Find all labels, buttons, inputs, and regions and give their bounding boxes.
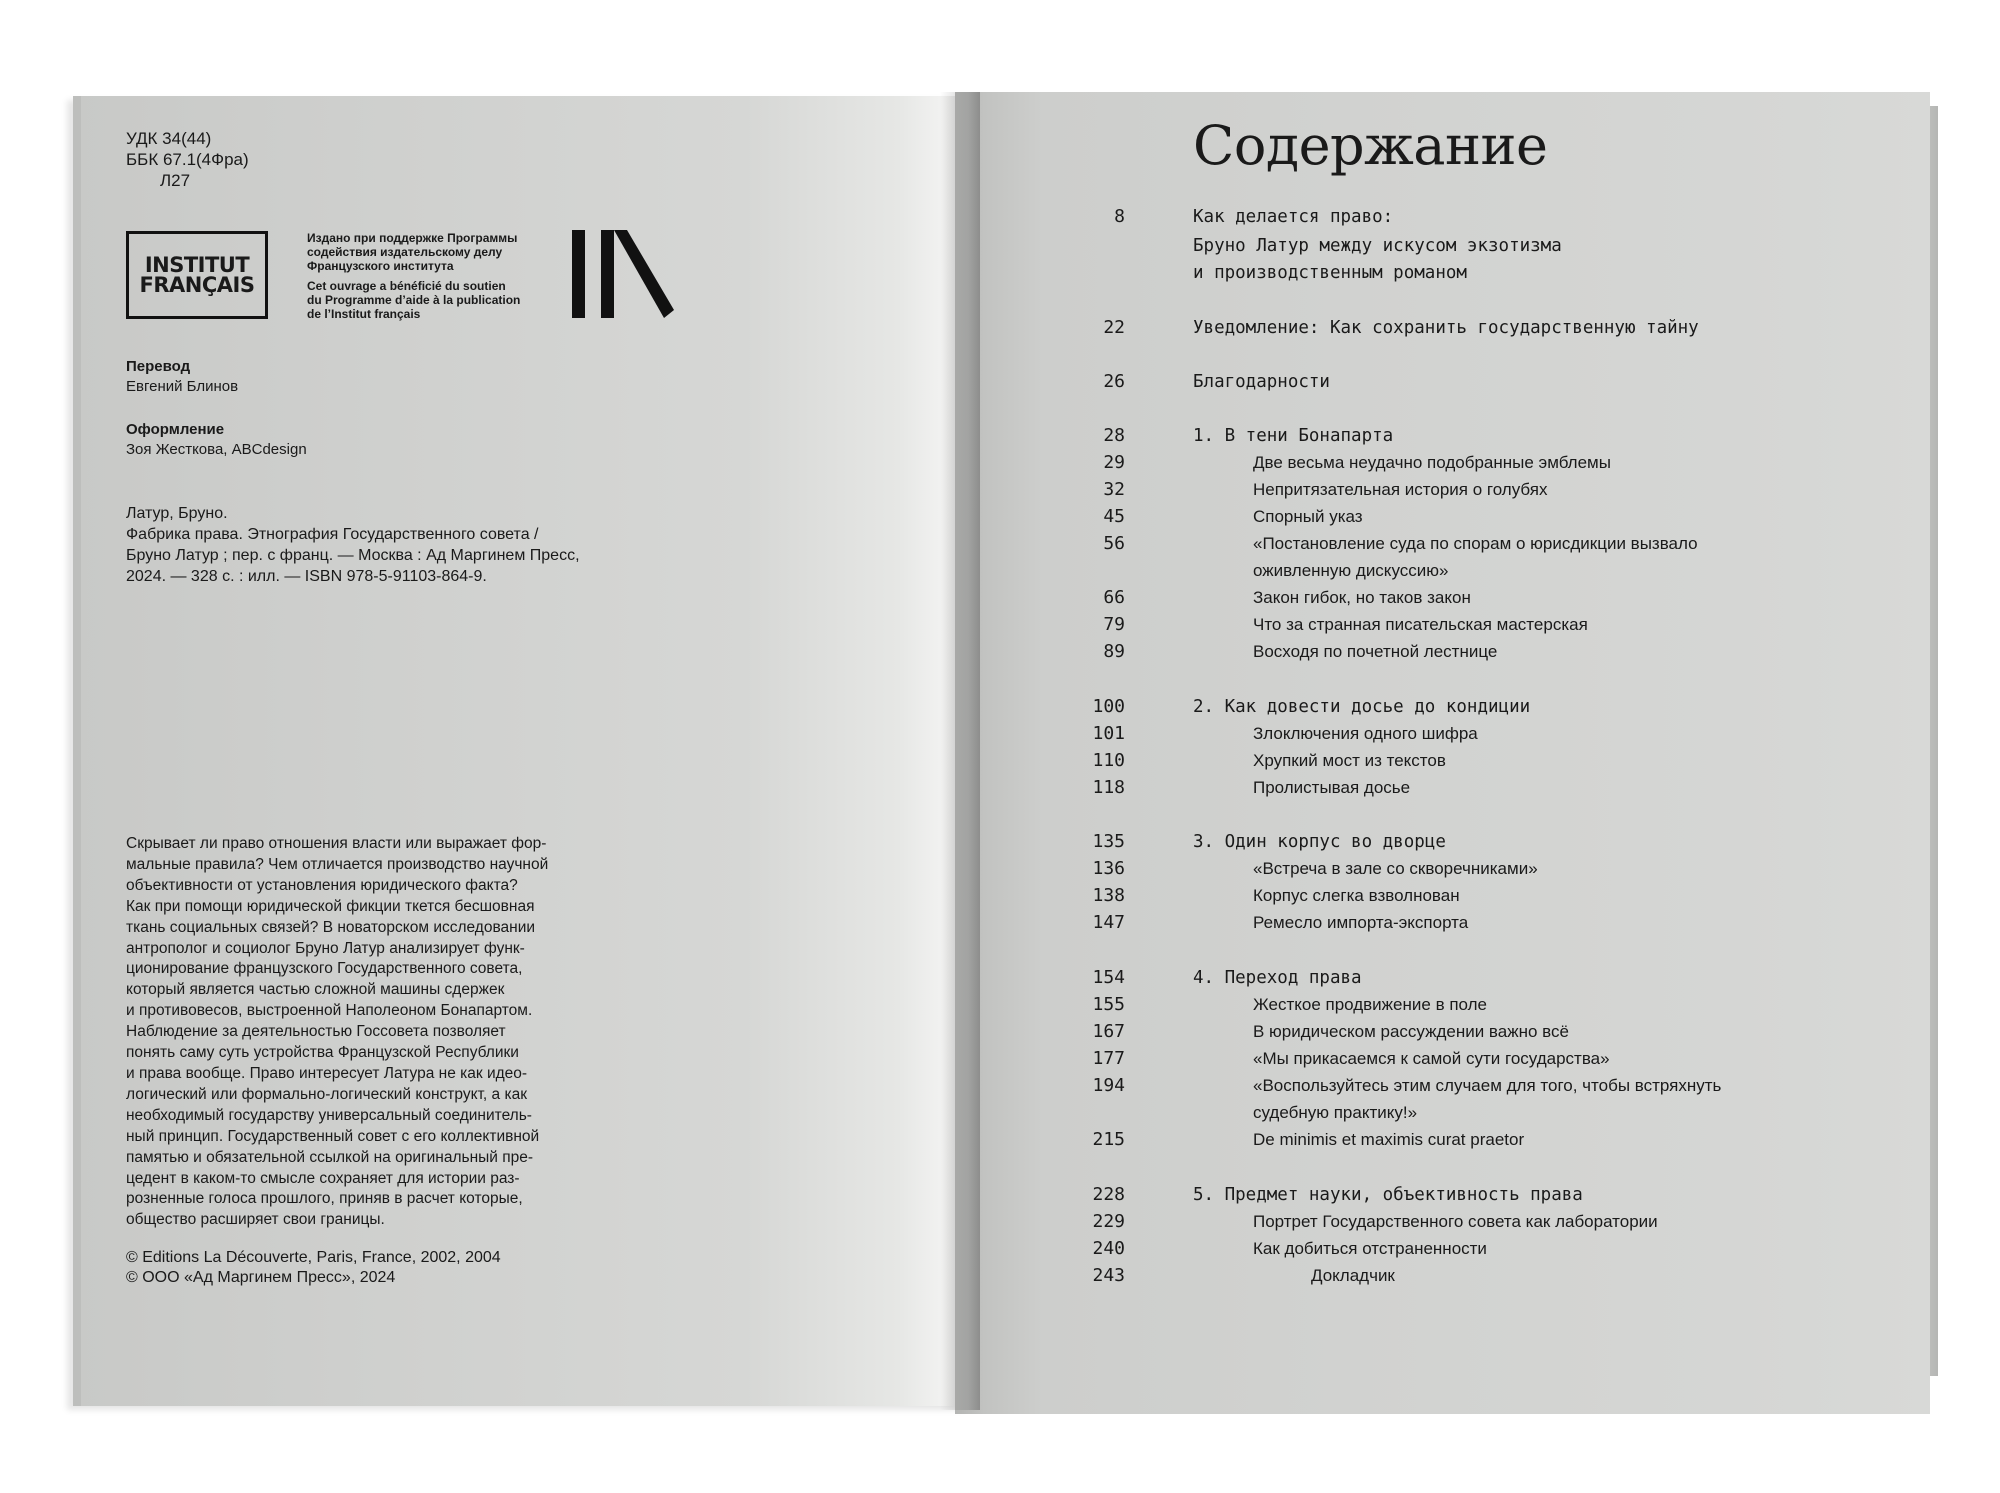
annotation-line: логический или формально-логический конструкт, а как	[126, 1085, 527, 1103]
annotation-line: антрополог и социолог Бруно Латур анализирует функ-	[126, 939, 525, 957]
catalog-line: Фабрика права. Этнография Государственного совета /	[126, 526, 539, 543]
toc-entry-title: Как добиться отстраненности	[1253, 1239, 1487, 1258]
toc-entry-title: «Воспользуйтесь этим случаем для того, чтобы встряхнуть	[1253, 1076, 1722, 1095]
toc-entry-title: В юридическом рассуждении важно всё	[1253, 1022, 1569, 1041]
support-fr-line: du Programme d’aide à la publication	[307, 293, 521, 307]
toc-page-number: 118	[1092, 777, 1125, 798]
annotation-line: Как при помощи юридической фикции ткется бесшовная	[126, 897, 535, 915]
toc-page-number: 177	[1092, 1048, 1125, 1069]
bbk-code: ББК 67.1(4Фра)	[126, 150, 249, 169]
toc-entry-title: Бруно Латур между искусом экзотизма	[1193, 236, 1562, 256]
toc-entry-title: Непритязательная история о голубях	[1253, 480, 1548, 499]
support-notice	[307, 231, 567, 321]
toc-entry-title: 1. В тени Бонапарта	[1193, 426, 1394, 446]
gutter-shadow	[940, 92, 980, 1410]
toc-page-number: 22	[1103, 317, 1125, 338]
toc-page-number: 215	[1092, 1129, 1125, 1150]
annotation-line: цедент в каком-то смысле сохраняет для истории раз-	[126, 1169, 520, 1187]
annotation-line: розненные голоса прошлого, приняв в расчет которые,	[126, 1190, 523, 1208]
toc-entry-title: судебную практику!»	[1253, 1103, 1418, 1122]
toc-entry-title: «Постановление суда по спорам о юрисдикции вызвало	[1253, 534, 1698, 553]
logo-line-1: INSTITUT	[144, 253, 250, 277]
catalog-line: Латур, Бруно.	[126, 505, 228, 522]
support-ru-line: Издано при поддержке Программы	[307, 231, 518, 245]
annotation-line: общество расширяет свои границы.	[126, 1211, 385, 1229]
toc-entry-title: и производственным романом	[1193, 263, 1467, 283]
toc-entry-title: Восходя по почетной лестнице	[1253, 642, 1498, 661]
annotation-line: мальные правила? Чем отличается производство научной	[126, 855, 549, 873]
logo-line-2: FRANÇAIS	[139, 273, 255, 297]
toc-page-number: 110	[1092, 750, 1125, 771]
toc-page-number: 243	[1092, 1265, 1125, 1286]
toc-page-number: 79	[1103, 614, 1125, 635]
annotation-line: ционирование французского Государственного совета,	[126, 960, 523, 978]
toc-page-number: 167	[1092, 1021, 1125, 1042]
toc-page-number: 240	[1092, 1238, 1125, 1259]
toc-page-number: 101	[1092, 723, 1125, 744]
toc-entry-title: 5. Предмет науки, объективность права	[1193, 1185, 1583, 1205]
catalog-line: 2024. — 328 с. : илл. — ISBN 978-5-91103-864-9.	[126, 568, 487, 585]
annotation-line: объективности от установления юридического факта?	[126, 876, 518, 894]
toc-page-number: 154	[1092, 967, 1125, 988]
toc-entry-title: «Мы прикасаемся к самой сути государства»	[1253, 1049, 1610, 1068]
toc-page-number: 8	[1114, 206, 1125, 227]
toc-page-number: 229	[1092, 1211, 1125, 1232]
toc-entry-title: Ремесло импорта-экспорта	[1253, 913, 1469, 932]
annotation-line: ный принцип. Государственный совет с его коллективной	[126, 1127, 540, 1145]
annotation-line: и противовесов, выстроенной Наполеоном Бонапартом.	[126, 1002, 533, 1020]
classification-codes	[126, 128, 249, 191]
design-credit	[126, 420, 307, 460]
toc-entry-title: Благодарности	[1193, 372, 1330, 392]
toc-entry-title: Докладчик	[1311, 1266, 1395, 1285]
toc-page-number: 228	[1092, 1184, 1125, 1205]
annotation-line: Скрывает ли право отношения власти или выражает фор-	[126, 835, 547, 852]
copyright-line: © Editions La Découverte, Paris, France, 2002, 2004	[126, 1249, 501, 1266]
support-fr-line: Cet ouvrage a bénéficié du soutien	[307, 279, 506, 293]
translator-name: Евгений Блинов	[126, 378, 239, 395]
copyright-line: © ООО «Ад Маргинем Пресс», 2024	[126, 1269, 396, 1286]
toc-entry-title: «Встреча в зале со скворечниками»	[1253, 859, 1538, 878]
book-annotation	[126, 834, 626, 1231]
toc-title: Содержание	[1193, 114, 1548, 177]
toc-page-number: 32	[1103, 479, 1125, 500]
toc-entry-title: Жесткое продвижение в поле	[1253, 995, 1487, 1014]
copyright-notice	[126, 1248, 501, 1288]
toc-page-number: 194	[1092, 1075, 1125, 1096]
toc-page-number: 29	[1103, 452, 1125, 473]
translation-label: Перевод	[126, 358, 191, 375]
support-ru-line: содействия издательскому делу	[307, 245, 503, 259]
annotation-line: понять саму суть устройства Французской Республики	[126, 1044, 519, 1062]
toc-page-number: 147	[1092, 912, 1125, 933]
annotation-line: Наблюдение за деятельностью Госсовета позволяет	[126, 1023, 506, 1041]
toc-entry-title: 2. Как довести досье до кондиции	[1193, 697, 1531, 717]
toc-entry-title: Хрупкий мост из текстов	[1253, 751, 1446, 770]
toc-entry-title: Злоключения одного шифра	[1253, 724, 1478, 743]
toc-page-number: 89	[1103, 641, 1125, 662]
toc-entry-title: 4. Переход права	[1193, 968, 1362, 988]
toc-entry-title: оживленную дискуссию»	[1253, 561, 1449, 580]
toc-page-number: 138	[1092, 885, 1125, 906]
toc-page-number: 136	[1092, 858, 1125, 879]
toc-page-number: 28	[1103, 425, 1125, 446]
toc-entry-title: Две весьма неудачно подобранные эмблемы	[1253, 453, 1611, 472]
toc-entry-title: Портрет Государственного совета как лаборатории	[1253, 1212, 1658, 1231]
toc-entry-title: Пролистывая досье	[1253, 778, 1411, 797]
toc-entry-title: De minimis et maximis curat praetor	[1253, 1130, 1525, 1149]
catalog-record	[126, 503, 626, 587]
support-fr-line: de l’Institut français	[307, 307, 421, 321]
ad-marginem-logo	[570, 230, 674, 320]
toc-entry-title: Спорный указ	[1253, 507, 1363, 526]
toc-page-number: 100	[1092, 696, 1125, 717]
support-notice-fr	[307, 279, 567, 321]
designer-name: Зоя Жесткова, ABCdesign	[126, 441, 307, 458]
toc-entry-title: Закон гибок, но таков закон	[1253, 588, 1471, 607]
toc-entry-title: Корпус слегка взволнован	[1253, 886, 1460, 905]
design-label: Оформление	[126, 421, 225, 438]
toc-page-number: 45	[1103, 506, 1125, 527]
annotation-line: памятью и обязательной ссылкой на оригинальный пре-	[126, 1148, 534, 1166]
annotation-line: который является частью сложной машины сдержек	[126, 981, 505, 999]
toc-entry-title: Уведомление: Как сохранить государственную тайну	[1193, 318, 1699, 338]
catalog-line: Бруно Латур ; пер. с франц. — Москва : Ад Маргинем Пресс,	[126, 547, 580, 564]
toc-page-number: 26	[1103, 371, 1125, 392]
annotation-line: ткань социальных связей? В новаторском исследовании	[126, 918, 536, 936]
annotation-line: и права вообще. Право интересует Латура не как идео-	[126, 1064, 528, 1082]
support-notice-ru	[307, 231, 567, 273]
author-mark: Л27	[160, 171, 191, 190]
udc-code: УДК 34(44)	[126, 129, 212, 148]
toc-entry-title: 3. Один корпус во дворце	[1193, 832, 1446, 852]
toc-page-number: 135	[1092, 831, 1125, 852]
toc-page-number: 56	[1103, 533, 1125, 554]
support-ru-line: Французского института	[307, 259, 454, 273]
annotation-line: необходимый государству универсальный соединитель-	[126, 1106, 532, 1124]
toc-entry-title: Как делается право:	[1193, 207, 1394, 227]
toc-page-number: 155	[1092, 994, 1125, 1015]
toc-entry-title: Что за странная писательская мастерская	[1253, 615, 1588, 634]
institut-francais-logo	[126, 231, 268, 319]
translation-credit	[126, 357, 238, 397]
toc-page-number: 66	[1103, 587, 1125, 608]
